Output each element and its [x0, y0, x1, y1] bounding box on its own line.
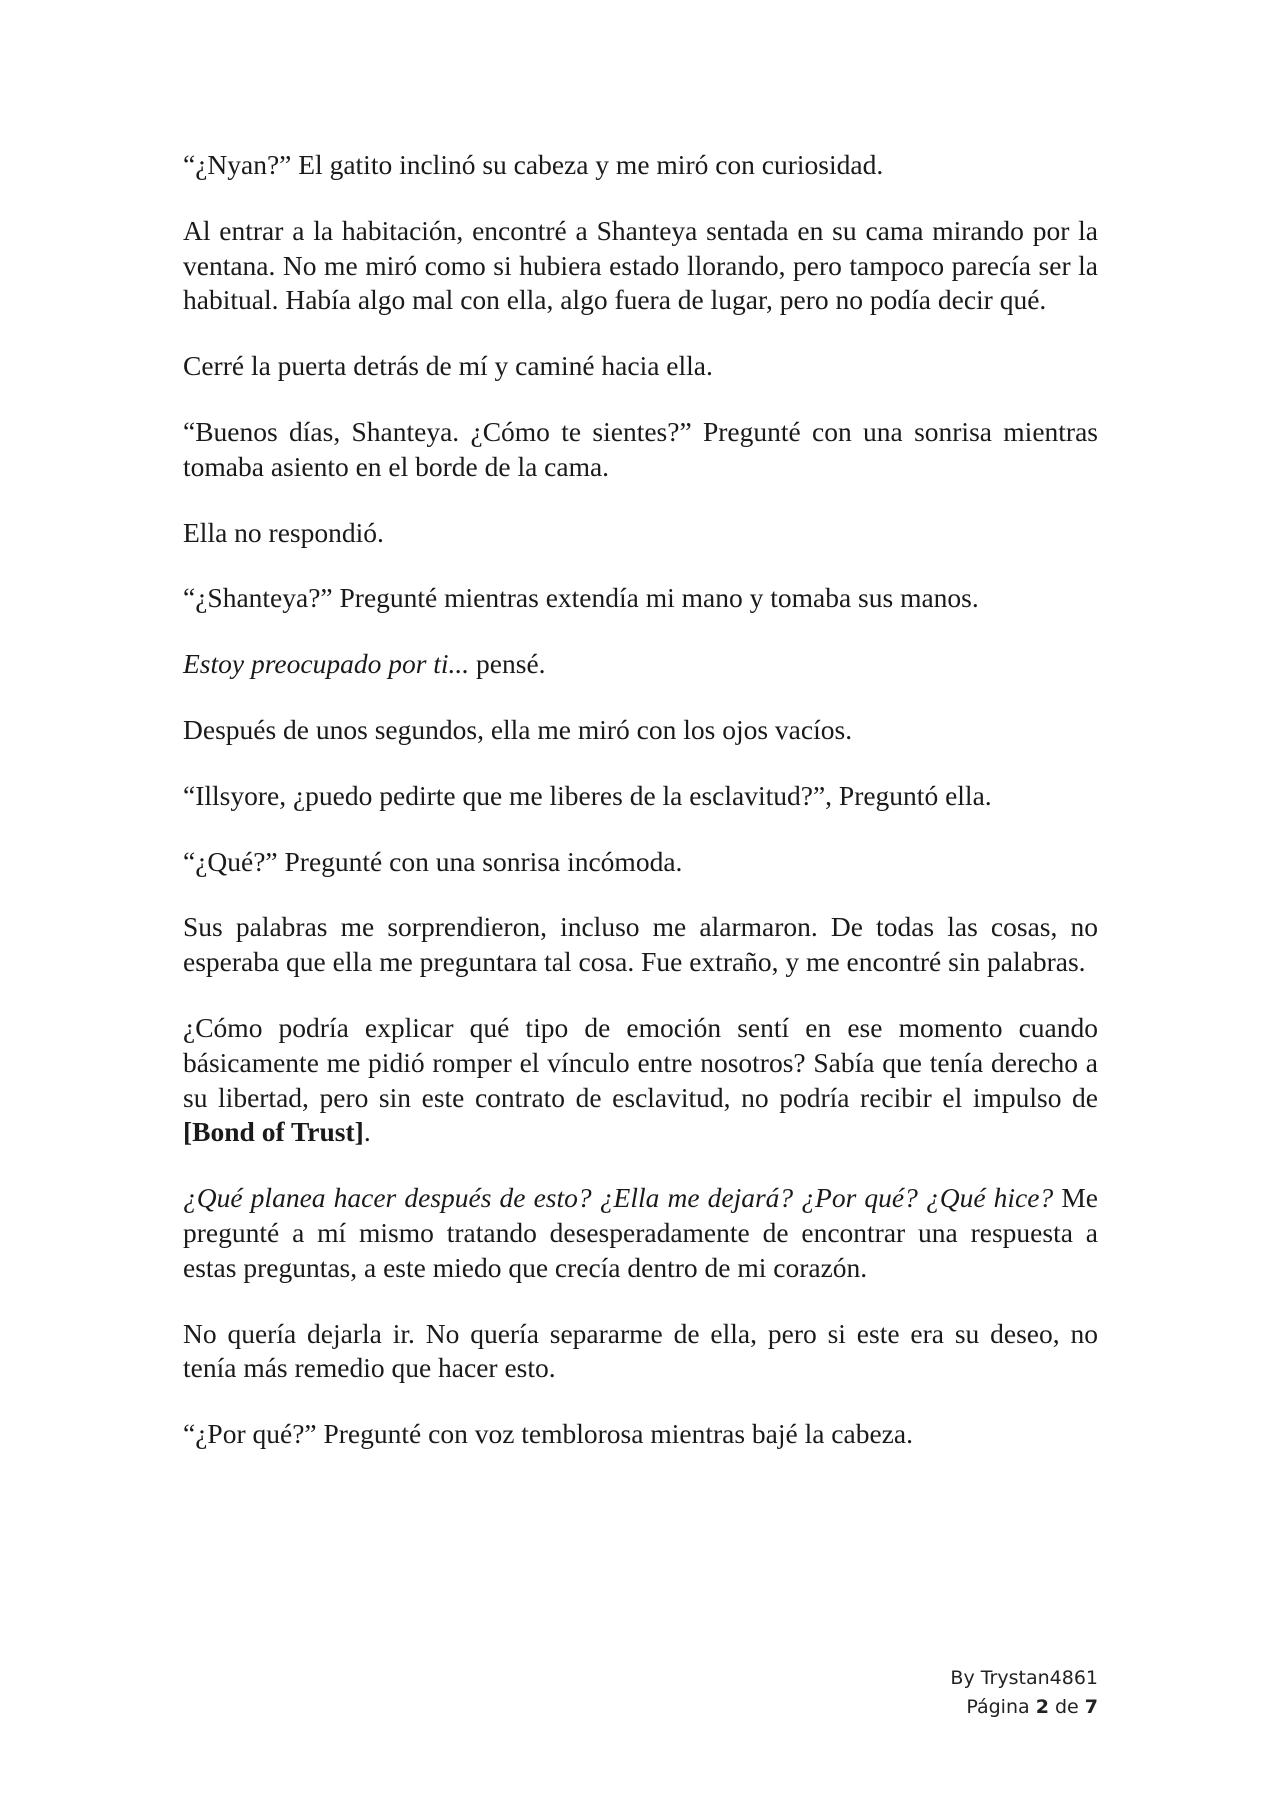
paragraph-8 — [183, 713, 1098, 748]
page-separator: de — [1048, 1696, 1085, 1718]
page-label: Página — [966, 1696, 1036, 1718]
paragraph-text: Cerré la puerta detrás de mí y caminé hacia ella. — [183, 350, 713, 382]
paragraph-11 — [183, 910, 1098, 980]
paragraph-text: Ella no respondió. — [183, 516, 384, 548]
paragraph-text: “¿Shanteya?” Pregunté mientras extendía mi mano y tomaba sus manos. — [183, 582, 979, 614]
bold-skill-name: [Bond of Trust] — [183, 1116, 364, 1148]
paragraph-4 — [183, 415, 1098, 485]
document-body — [183, 148, 1098, 1483]
paragraph-text: “¿Qué?” Pregunté con una sonrisa incómoda. — [183, 845, 683, 877]
footer-author: By Trystan4861 — [950, 1667, 1098, 1689]
paragraph-text: No quería dejarla ir. No quería separarme de ella, pero si este era su deseo, no tenía más remedio que hacer esto. — [183, 1317, 1098, 1384]
paragraph-text: pensé. — [469, 648, 546, 680]
paragraph-text: Al entrar a la habitación, encontré a Shanteya sentada en su cama mirando por la ventana. No me miró como si hubiera estado llorando, pero tampoco parecía ser la habitual. Había algo mal con ella, algo fuera de lugar, pero no podía decir qué. — [183, 214, 1098, 316]
paragraph-15 — [183, 1417, 1098, 1452]
paragraph-9 — [183, 779, 1098, 814]
paragraph-7 — [183, 647, 1098, 682]
page-number: 2 — [1035, 1696, 1049, 1718]
paragraph-6 — [183, 581, 1098, 616]
paragraph-text: Me pregunté a mí mismo tratando desesperadamente de encontrar una respuesta a estas preguntas, a este miedo que crecía dentro de mi corazón. — [183, 1182, 1098, 1283]
paragraph-text: “¿Nyan?” El gatito inclinó su cabeza y me miró con curiosidad. — [183, 149, 884, 180]
italic-thought: Estoy preocupado por ti... — [183, 648, 470, 680]
paragraph-14 — [183, 1317, 1098, 1387]
page-total: 7 — [1084, 1696, 1098, 1718]
paragraph-text: ¿Cómo podría explicar qué tipo de emoción sentí en ese momento cuando básicamente me pidió romper el vínculo entre nosotros? Sabía que tenía derecho a su libertad, pero sin este contrato de esclavitud, no podría recibir el impulso de — [183, 1011, 1098, 1113]
paragraph-text: “¿Por qué?” Pregunté con voz temblorosa mientras bajé la cabeza. — [183, 1418, 913, 1450]
paragraph-5 — [183, 516, 1098, 551]
italic-thought: ¿Qué planea hacer después de esto? ¿Ella me dejará? ¿Por qué? ¿Qué hice? — [183, 1182, 1054, 1214]
paragraph-text: . — [363, 1116, 371, 1148]
paragraph-10 — [183, 845, 1098, 880]
paragraph-text: Sus palabras me sorprendieron, incluso me alarmaron. De todas las cosas, no esperaba que ella me preguntara tal cosa. Fue extraño, y me encontré sin palabras. — [183, 911, 1098, 978]
paragraph-text: “Illsyore, ¿puedo pedirte que me liberes de la esclavitud?”, Preguntó ella. — [183, 779, 992, 811]
page-footer — [950, 1664, 1098, 1722]
footer-page-indicator — [950, 1693, 1098, 1722]
paragraph-text: “Buenos días, Shanteya. ¿Cómo te sientes?” Pregunté con una sonrisa mientras tomaba asiento en el borde de la cama. — [183, 415, 1098, 482]
paragraph-text: Después de unos segundos, ella me miró con los ojos vacíos. — [183, 713, 853, 745]
paragraph-12 — [183, 1011, 1098, 1150]
paragraph-3 — [183, 349, 1098, 384]
paragraph-1 — [183, 148, 1098, 183]
paragraph-2 — [183, 214, 1098, 318]
paragraph-13 — [183, 1181, 1098, 1285]
